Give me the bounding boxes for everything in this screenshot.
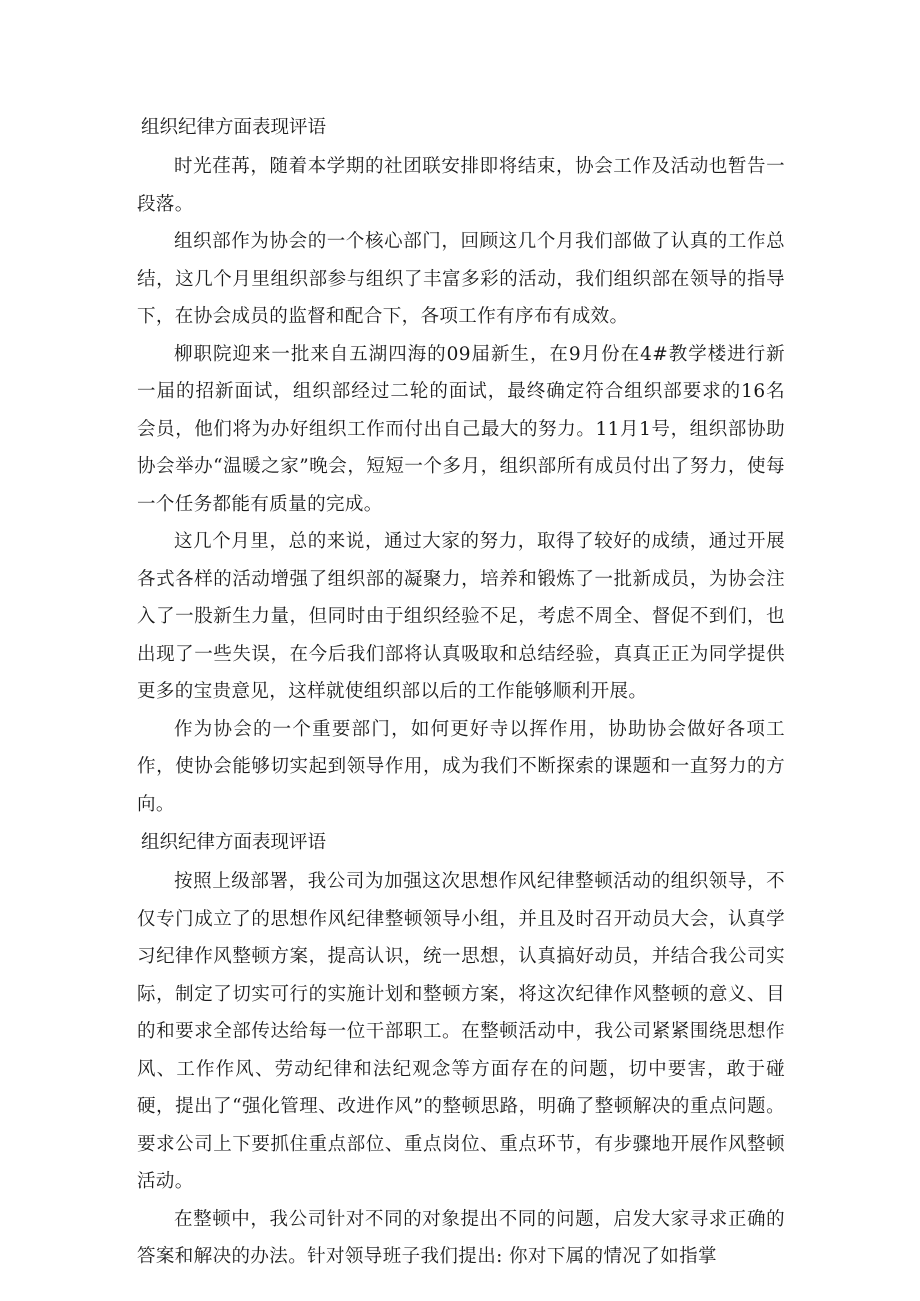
paragraph: 按照上级部署，我公司为加强这次思想作风纪律整顿活动的组织领导，不仅专门成立了的思想作风纪律整顿领导小组，并且及时召开动员大会，认真学习纪律作风整顿方案，提高认识，统一思想，认真搞好动员，并结合我公司实际，制定了切实可行的实施计划和整顿方案，将这次纪律作风整顿的意义、目的和要求全部传达给每一位干部职工。在整顿活动中，我公司紧紧围绕思想作风、工作作风、劳动纪律和法纪观念等方面存在的问题，切中要害，敢于碰硬，提出了“强化管理、改进作风”的整顿思路，明确了整顿解决的重点问题。要求公司上下要抓住重点部位、重点岗位、重点环节，有步骤地开展作风整顿活动。 <box>137 871 785 1192</box>
paragraph: 时光荏苒，随着本学期的社团联安排即将结束，协会工作及活动也暂告一段落。 <box>137 156 785 215</box>
paragraph: 组织部作为协会的一个核心部门，回顾这几个月我们部做了认真的工作总结，这几个月里组织部参与组织了丰富多彩的活动，我们组织部在领导的指导下，在协会成员的监督和配合下，各项工作有序布有成效。 <box>137 231 785 327</box>
paragraph: 柳职院迎来一批来自五湖四海的09届新生，在9月份在4#教学楼进行新一届的招新面试，组织部经过二轮的面试，最终确定符合组织部要求的16名会员，他们将为办好组织工作而付出自己最大的努力。11月1号，组织部协助协会举办“温暖之家”晚会，短短一个多月，组织部所有成员付出了努力，使每一个任务都能有质量的完成。 <box>137 343 785 515</box>
section-heading: 组织纪律方面表现评语 <box>141 117 327 138</box>
section-heading: 组织纪律方面表现评语 <box>141 832 327 853</box>
document-body <box>137 108 785 1276</box>
paragraph: 作为协会的一个重要部门，如何更好寺以挥作用，协助协会做好各项工作，使协会能够切实起到领导作用，成为我们不断探索的课题和一直努力的方向。 <box>137 718 785 815</box>
paragraph: 在整顿中，我公司针对不同的对象提出不同的问题，启发大家寻求正确的答案和解决的办法。针对领导班子我们提出: 你对下属的情况了如指掌 <box>137 1208 785 1267</box>
paragraph: 这几个月里，总的来说，通过大家的努力，取得了较好的成绩，通过开展各式各样的活动增强了组织部的凝聚力，培养和锻炼了一批新成员，为协会注入了一股新生力量，但同时由于组织经验不足，考虑不周全、督促不到们，也出现了一些失误，在今后我们部将认真吸取和总结经验，真真正正为同学提供更多的宝贵意见，这样就使组织部以后的工作能够顺利开展。 <box>137 531 785 702</box>
